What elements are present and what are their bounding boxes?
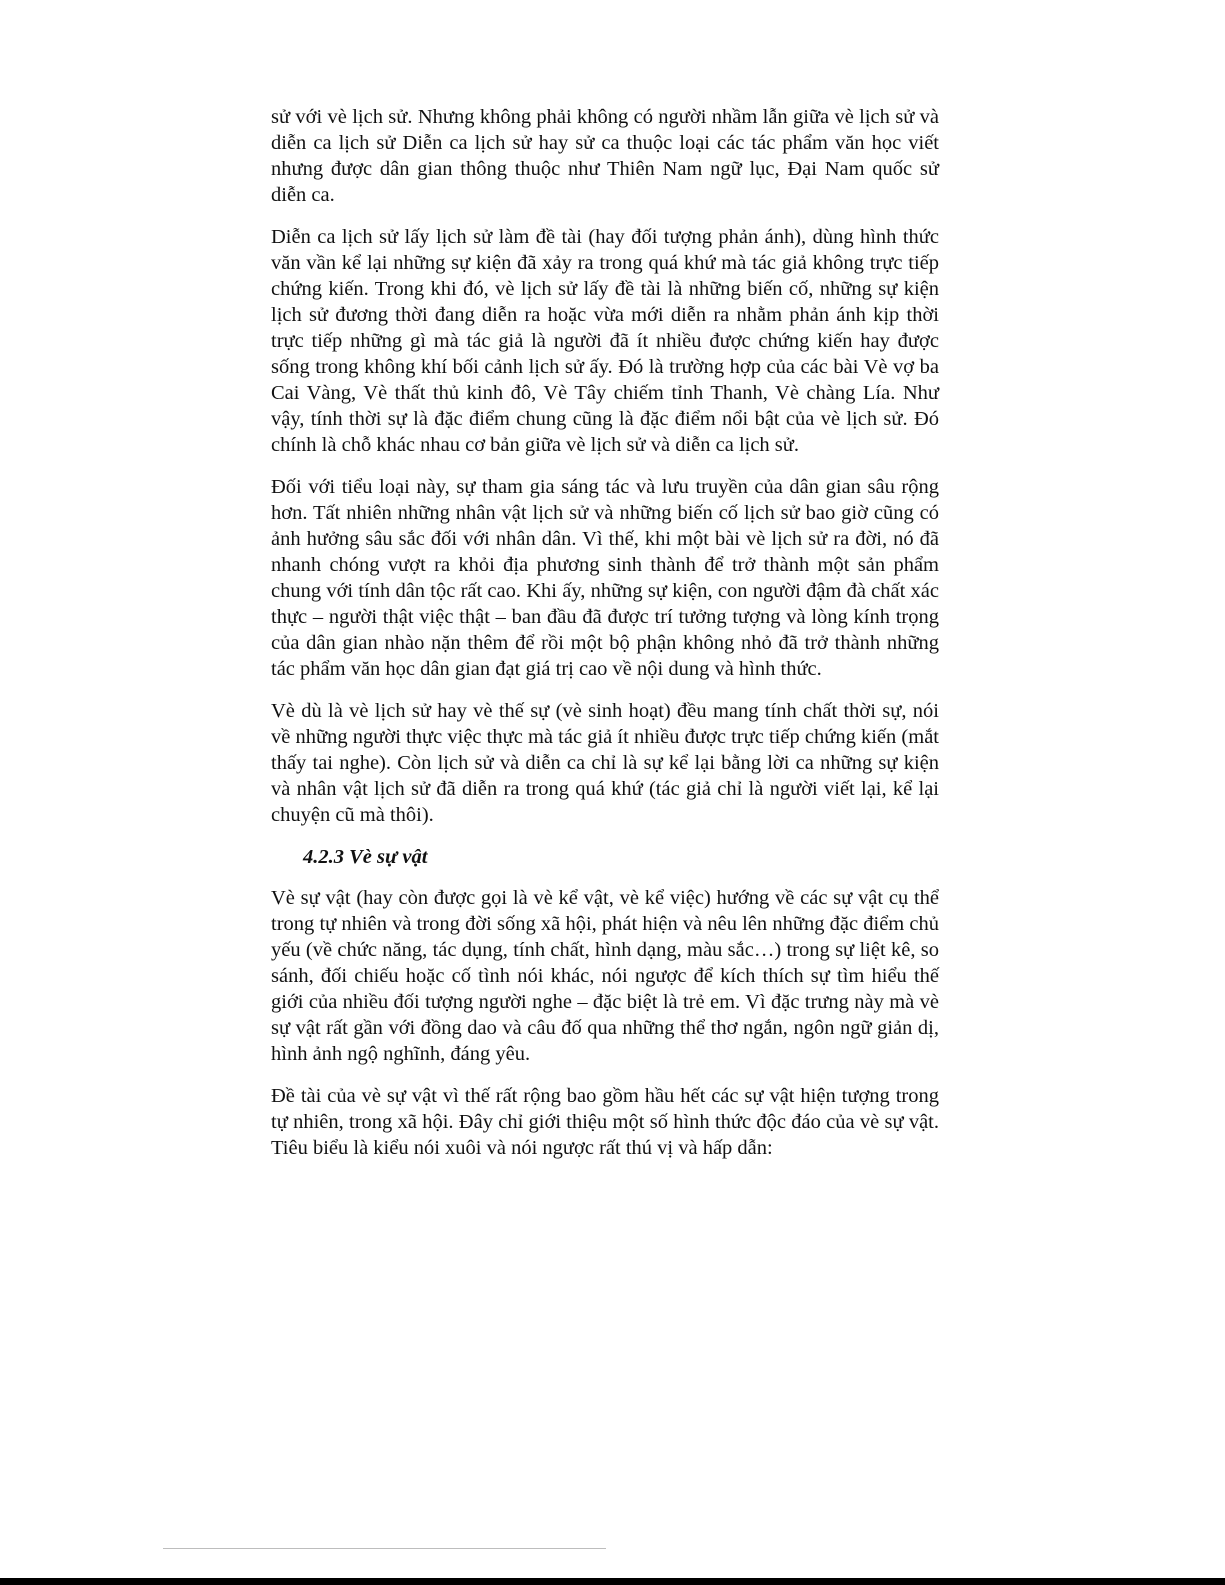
paragraph: Đề tài của vè sự vật vì thế rất rộng bao gồm hầu hết các sự vật hiện tượng trong tự nhiên, trong xã hội. Đây chỉ giới thiệu một số hình thức độc đáo của vè sự vật. Tiêu biểu là kiểu nói xuôi và nói ngược rất thú vị và hấp dẫn: (271, 1085, 939, 1159)
section-heading: 4.2.3 Vè sự vật (303, 846, 428, 868)
paragraph: Vè sự vật (hay còn được gọi là vè kể vật, vè kể việc) hướng về các sự vật cụ thể trong tự nhiên và trong đời sống xã hội, phát hiện và nêu lên những đặc điểm chủ yếu (về chức năng, tác dụng, tính chất, hình dạng, màu sắc…) trong sự liệt kê, so sánh, đối chiếu hoặc cố tình nói khác, nói ngược để kích thích sự tìm hiểu thế giới của nhiều đối tượng người nghe – đặc biệt là trẻ em. Vì đặc trưng này mà vè sự vật rất gần với đồng dao và câu đố qua những thể thơ ngắn, ngôn ngữ giản dị, hình ảnh ngộ nghĩnh, đáng yêu. (271, 887, 939, 1065)
paragraph: Đối với tiểu loại này, sự tham gia sáng tác và lưu truyền của dân gian sâu rộng hơn. Tất nhiên những nhân vật lịch sử và những biến cố lịch sử bao giờ cũng có ảnh hưởng sâu sắc đối với nhân dân. Vì thế, khi một bài vè lịch sử ra đời, nó đã nhanh chóng vượt ra khỏi địa phương sinh thành để trở thành một sản phẩm chung với tính dân tộc rất cao. Khi ấy, những sự kiện, con người đậm đà chất xác thực – người thật việc thật – ban đầu đã được trí tưởng tượng và lòng kính trọng của dân gian nhào nặn thêm để rồi một bộ phận không nhỏ đã trở thành những tác phẩm văn học dân gian đạt giá trị cao về nội dung và hình thức. (271, 476, 939, 680)
paragraph: sử với vè lịch sử. Nhưng không phải không có người nhầm lẫn giữa vè lịch sử và diễn ca lịch sử Diễn ca lịch sử hay sử ca thuộc loại các tác phẩm văn học viết nhưng được dân gian thông thuộc như Thiên Nam ngữ lục, Đại Nam quốc sử diễn ca. (271, 106, 939, 206)
body-text (271, 104, 939, 1177)
paragraph: Vè dù là vè lịch sử hay vè thế sự (vè sinh hoạt) đều mang tính chất thời sự, nói về những người thực việc thực mà tác giả ít nhiều được trực tiếp chứng kiến (mắt thấy tai nghe). Còn lịch sử và diễn ca chỉ là sự kể lại bằng lời ca những sự kiện và nhân vật lịch sử đã diễn ra trong quá khứ (tác giả chỉ là người viết lại, kể lại chuyện cũ mà thôi). (271, 700, 939, 826)
page-bottom-border (0, 1578, 1225, 1585)
footnote-separator (163, 1548, 606, 1549)
paragraph: Diễn ca lịch sử lấy lịch sử làm đề tài (hay đối tượng phản ánh), dùng hình thức văn vần kể lại những sự kiện đã xảy ra trong quá khứ mà tác giả không trực tiếp chứng kiến. Trong khi đó, vè lịch sử lấy đề tài là những biến cố, những sự kiện lịch sử đương thời đang diễn ra hoặc vừa mới diễn ra nhằm phản ánh kịp thời trực tiếp những gì mà tác giả là người đã ít nhiều được chứng kiến hay được sống trong không khí bối cảnh lịch sử ấy. Đó là trường hợp của các bài Vè vợ ba Cai Vàng, Vè thất thủ kinh đô, Vè Tây chiếm tỉnh Thanh, Vè chàng Lía. Như vậy, tính thời sự là đặc điểm chung cũng là đặc điểm nổi bật của vè lịch sử. Đó chính là chỗ khác nhau cơ bản giữa vè lịch sử và diễn ca lịch sử. (271, 226, 939, 456)
